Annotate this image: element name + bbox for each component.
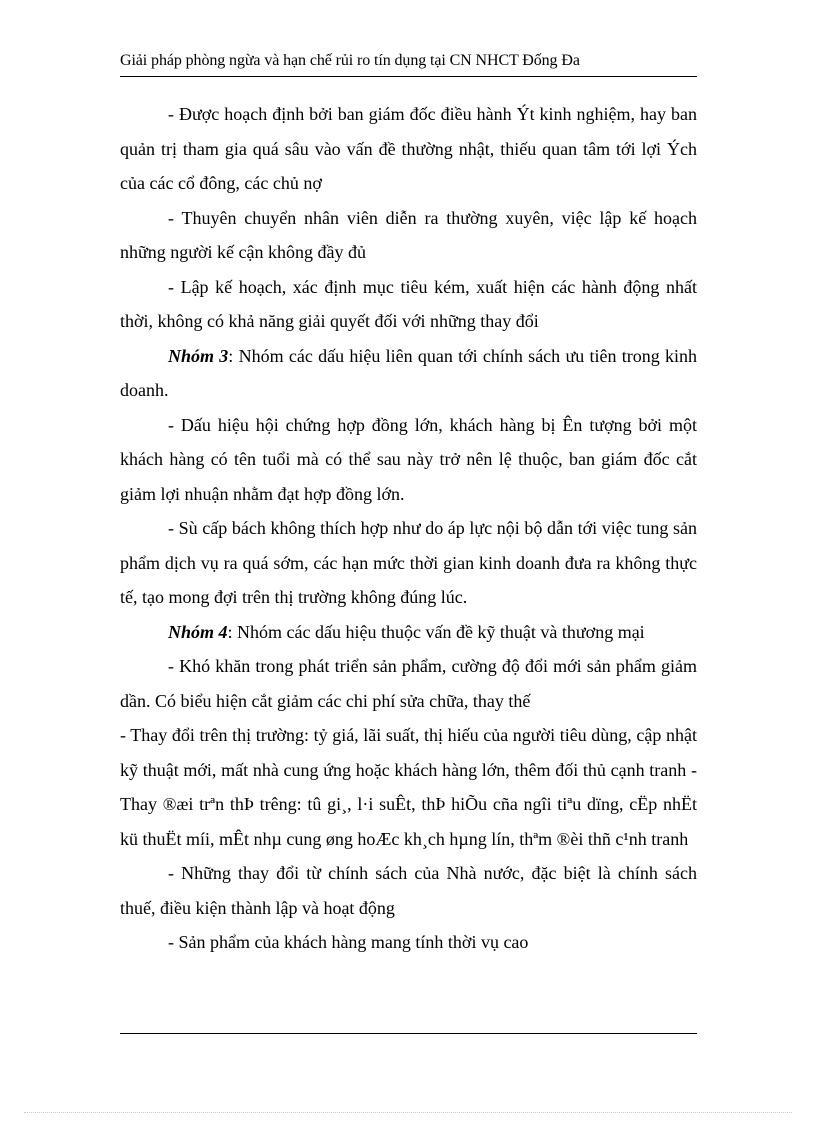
paragraph-group-3: Nhóm 3: Nhóm các dấu hiệu liên quan tới chính sách ưu tiên trong kinh doanh. <box>120 345 698 400</box>
paragraph-1: - Được hoạch định bởi ban giám đốc điều hành Ýt kinh nghiệm, hay ban quản trị tham gia quá sâu vào vấn đề thường nhật, thiếu quan tâm tới lợi Ých của các cổ đông, các chủ nợ <box>120 104 697 193</box>
page-header-title: Giải pháp phòng ngừa và hạn chế rủi ro tín dụng tại CN NHCT Đống Đa <box>120 52 580 69</box>
paragraph-10: - Những thay đổi từ chính sách của Nhà nước, đặc biệt là chính sách thuế, điều kiện thành lập và hoạt động <box>120 863 697 918</box>
page-edge-line <box>24 1112 792 1113</box>
paragraph-9: - Thay đổi trên thị trường: tỷ giá, lãi suất, thị hiếu của người tiêu dùng, cập nhật kỹ thuật mới, mất nhà cung ứng hoặc khách hàng lớn, thêm đối thủ cạnh tranh - Thay ®æi trªn thÞ trêng: tû gi¸, l·i suÊt, thÞ hiÕu cña ngîi tiªu dïng, cËp nhËt kü thuËt míi, mÊt nhµ cung øng hoÆc kh¸ch hµng lín, thªm ®èi thñ c¹nh tranh <box>120 725 697 849</box>
group-4-label: Nhóm 4 <box>168 621 228 642</box>
footer-divider <box>120 1033 697 1034</box>
paragraph-8: - Khó khăn trong phát triển sản phẩm, cường độ đổi mới sản phẩm giảm dần. Có biểu hiện cắt giảm các chi phí sửa chữa, thay thế <box>120 656 697 711</box>
header-divider <box>120 76 697 77</box>
paragraph-2: - Thuyên chuyển nhân viên diễn ra thường xuyên, việc lập kế hoạch những người kế cận không đầy đủ <box>120 207 697 262</box>
body-text <box>120 97 697 960</box>
paragraph-3: - Lập kế hoạch, xác định mục tiêu kém, xuất hiện các hành động nhất thời, không có khả năng giải quyết đối với những thay đổi <box>120 276 697 331</box>
paragraph-group-4: Nhóm 4: Nhóm các dấu hiệu thuộc vấn đề kỹ thuật và thương mại <box>168 621 645 642</box>
paragraph-11: - Sản phẩm của khách hàng mang tính thời vụ cao <box>168 932 529 952</box>
paragraph-6: - Sù cấp bách không thích hợp như do áp lực nội bộ dẫn tới việc tung sản phẩm dịch vụ ra quá sớm, các hạn mức thời gian kinh doanh đưa ra không thực tế, tạo mong đợi trên thị trường không đúng lúc. <box>120 518 697 607</box>
group-3-label: Nhóm 3 <box>168 345 229 366</box>
paragraph-5: - Dấu hiệu hội chứng hợp đồng lớn, khách hàng bị Ên tượng bởi một khách hàng có tên tuổi mà có thể sau này trở nên lệ thuộc, ban giám đốc cắt giảm lợi nhuận nhằm đạt hợp đồng lớn. <box>120 414 697 504</box>
